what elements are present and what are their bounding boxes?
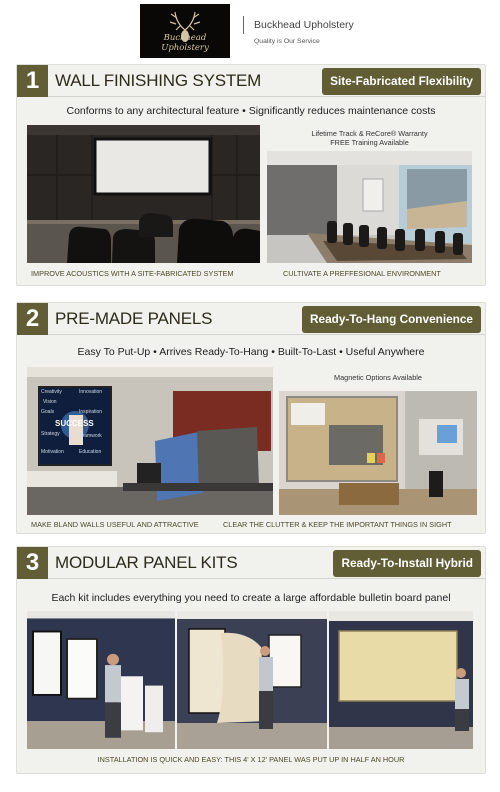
section-modular-kits bbox=[16, 546, 486, 774]
section-pre-made-panels bbox=[16, 302, 486, 534]
installation-step-3-photo bbox=[329, 611, 473, 749]
installation-step-2-photo bbox=[177, 611, 327, 749]
company-name: Buckhead Upholstery bbox=[254, 19, 354, 31]
poster-word: Vision bbox=[43, 399, 57, 405]
caption-installation: INSTALLATION IS QUICK AND EASY: THIS 4' X 12' PANEL WAS PUT UP IN HALF AN HOUR bbox=[97, 755, 405, 764]
section-title: PRE-MADE PANELS bbox=[55, 309, 213, 328]
section-badge: Site-Fabricated Flexibility bbox=[322, 68, 481, 95]
poster-word: Creativity bbox=[41, 389, 62, 395]
section-subline: Each kit includes everything you need to create a large affordable bulletin board panel bbox=[51, 592, 451, 604]
section-title-bar bbox=[17, 65, 485, 97]
poster-word: Strategy bbox=[41, 431, 60, 437]
company-logo bbox=[140, 4, 230, 58]
section-title: WALL FINISHING SYSTEM bbox=[55, 71, 262, 90]
poster-word: Education bbox=[79, 449, 102, 455]
magnetic-note: Magnetic Options Available bbox=[334, 373, 422, 382]
installation-step-1-photo bbox=[27, 611, 175, 749]
success-poster bbox=[41, 389, 109, 459]
training-line: FREE Training Available bbox=[330, 138, 409, 147]
section-number: 1 bbox=[17, 65, 48, 97]
section-number: 3 bbox=[17, 547, 48, 579]
poster-word: Motivation bbox=[41, 449, 64, 455]
poster-word: Innovation bbox=[79, 389, 103, 395]
section-number: 2 bbox=[17, 303, 48, 335]
logo-text: Buckhead Upholstery bbox=[161, 33, 209, 53]
section-badge: Ready-To-Hang Convenience bbox=[302, 306, 481, 333]
section-wall-finishing bbox=[16, 64, 486, 286]
header-divider bbox=[243, 16, 244, 34]
company-tagline: Quality is Our Service bbox=[254, 38, 320, 45]
section-title-bar bbox=[17, 303, 485, 335]
poster-word: SUCCESS bbox=[55, 419, 94, 428]
section-title: MODULAR PANEL KITS bbox=[55, 553, 238, 572]
poster-word: Teamwork bbox=[79, 433, 102, 439]
workspace-photo bbox=[279, 391, 477, 515]
caption-clear-clutter: CLEAR THE CLUTTER & KEEP THE IMPORTANT THINGS IN SIGHT bbox=[223, 520, 452, 529]
section-title-bar bbox=[17, 547, 485, 579]
page-header bbox=[0, 0, 500, 62]
poster-word: Goals bbox=[41, 409, 55, 415]
caption-bland-walls: MAKE BLAND WALLS USEFUL AND ATTRACTIVE bbox=[31, 520, 199, 529]
warranty-line: Lifetime Track & ReCore® Warranty bbox=[311, 129, 428, 138]
warranty-note bbox=[267, 129, 472, 147]
section-subline: Easy To Put-Up • Arrives Ready-To-Hang • Built-To-Last • Useful Anywhere bbox=[77, 346, 425, 358]
caption-environment: CULTIVATE A PREFFESIONAL ENVIRONMENT bbox=[283, 269, 441, 278]
conference-room-photo bbox=[267, 151, 472, 263]
section-subline: Conforms to any architectural feature • Significantly reduces maintenance costs bbox=[66, 105, 436, 117]
section-badge: Ready-To-Install Hybrid bbox=[333, 550, 481, 577]
caption-acoustics: IMPROVE ACOUSTICS WITH A SITE-FABRICATED SYSTEM bbox=[31, 269, 234, 278]
home-theater-photo bbox=[27, 125, 260, 263]
poster-word: Inspiration bbox=[79, 409, 103, 415]
